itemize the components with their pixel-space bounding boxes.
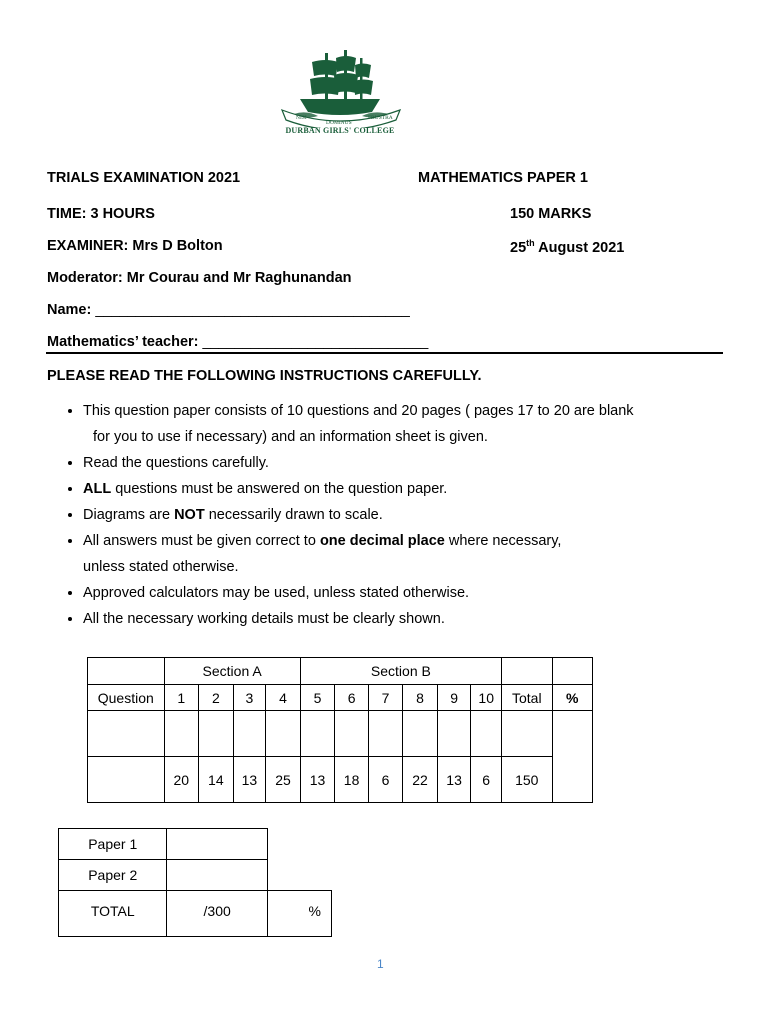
score-cell[interactable] xyxy=(266,711,301,757)
list-item: • All answers must be given correct to one decimal place where necessary, unless stated otherwise. xyxy=(83,528,768,580)
percent-cell[interactable] xyxy=(552,711,592,803)
paper-title: MATHEMATICS PAPER 1 xyxy=(418,170,588,186)
paper1-label: Paper 1 xyxy=(59,829,167,860)
list-item: • All the necessary working details must be clearly shown. xyxy=(83,606,768,632)
instructions-list xyxy=(47,398,768,632)
paper1-score[interactable] xyxy=(167,829,267,860)
table-row xyxy=(88,685,593,711)
paper2-label: Paper 2 xyxy=(59,860,167,891)
school-name: DURBAN GIRLS' COLLEGE xyxy=(285,126,395,135)
score-cell[interactable] xyxy=(471,711,502,757)
question-number: 3 xyxy=(233,685,266,711)
max-mark: 13 xyxy=(300,757,335,803)
score-cell[interactable] xyxy=(199,711,234,757)
max-mark: 20 xyxy=(164,757,199,803)
max-mark: 14 xyxy=(199,757,234,803)
list-item: • Diagrams are NOT necessarily drawn to scale. xyxy=(83,502,768,528)
max-mark: 6 xyxy=(368,757,402,803)
summary-table xyxy=(58,828,332,937)
name-field[interactable]: Name: _______________________________________ xyxy=(47,302,410,318)
score-cell[interactable] xyxy=(233,711,266,757)
question-number: 2 xyxy=(199,685,234,711)
total-max-mark: 150 xyxy=(502,757,553,803)
max-mark: 6 xyxy=(471,757,502,803)
motto-mid: DOMINUS xyxy=(326,120,352,126)
score-cell[interactable] xyxy=(300,711,335,757)
question-number: 4 xyxy=(266,685,301,711)
score-cell[interactable] xyxy=(403,711,438,757)
question-number: 8 xyxy=(403,685,438,711)
total-label: Total xyxy=(502,685,553,711)
question-label: Question xyxy=(88,685,165,711)
score-cell[interactable] xyxy=(368,711,402,757)
ship-crest-icon xyxy=(276,48,406,128)
divider xyxy=(46,352,723,354)
motto-left: NISI xyxy=(296,115,307,121)
max-mark: 22 xyxy=(403,757,438,803)
exam-marks: 150 MARKS xyxy=(510,206,592,222)
percent-label: % xyxy=(552,685,592,711)
exam-date: 25th August 2021 xyxy=(510,238,625,256)
question-number: 10 xyxy=(471,685,502,711)
section-a-header: Section A xyxy=(164,658,300,685)
examiner: EXAMINER: Mrs D Bolton xyxy=(47,238,223,254)
table-row xyxy=(59,860,332,891)
table-row xyxy=(88,711,593,757)
page-number: 1 xyxy=(377,957,384,971)
exam-title: TRIALS EXAMINATION 2021 xyxy=(47,170,241,186)
score-cell[interactable] xyxy=(437,711,471,757)
question-number: 1 xyxy=(164,685,199,711)
paper2-score[interactable] xyxy=(167,860,267,891)
table-row xyxy=(59,829,332,860)
table-row xyxy=(88,757,593,803)
question-number: 5 xyxy=(300,685,335,711)
score-cell[interactable] xyxy=(164,711,199,757)
teacher-field[interactable]: Mathematics’ teacher: ____________________________ xyxy=(47,334,429,350)
total-score-cell[interactable] xyxy=(502,711,553,757)
instructions-title: PLEASE READ THE FOLLOWING INSTRUCTIONS CAREFULLY. xyxy=(47,368,482,384)
exam-time: TIME: 3 HOURS xyxy=(47,206,155,222)
question-number: 9 xyxy=(437,685,471,711)
table-row xyxy=(88,658,593,685)
list-item: • Approved calculators may be used, unless stated otherwise. xyxy=(83,580,768,606)
max-mark: 18 xyxy=(335,757,369,803)
score-cell[interactable] xyxy=(335,711,369,757)
total-percent: % xyxy=(267,891,331,937)
max-mark: 13 xyxy=(233,757,266,803)
question-number: 6 xyxy=(335,685,369,711)
list-item: • This question paper consists of 10 questions and 20 pages ( pages 17 to 20 are blank for you to use if necessary) and an information sheet is given. xyxy=(83,398,768,450)
table-row xyxy=(59,891,332,937)
marks-table xyxy=(87,657,593,803)
question-number: 7 xyxy=(368,685,402,711)
motto-right: FRUSTRA xyxy=(368,115,393,121)
total-label: TOTAL xyxy=(59,891,167,937)
section-b-header: Section B xyxy=(300,658,501,685)
max-mark: 13 xyxy=(437,757,471,803)
list-item: • Read the questions carefully. xyxy=(83,450,768,476)
moderator: Moderator: Mr Courau and Mr Raghunandan xyxy=(47,270,352,286)
list-item: • ALL questions must be answered on the question paper. xyxy=(83,476,768,502)
max-mark: 25 xyxy=(266,757,301,803)
total-out-of: /300 xyxy=(167,891,267,937)
